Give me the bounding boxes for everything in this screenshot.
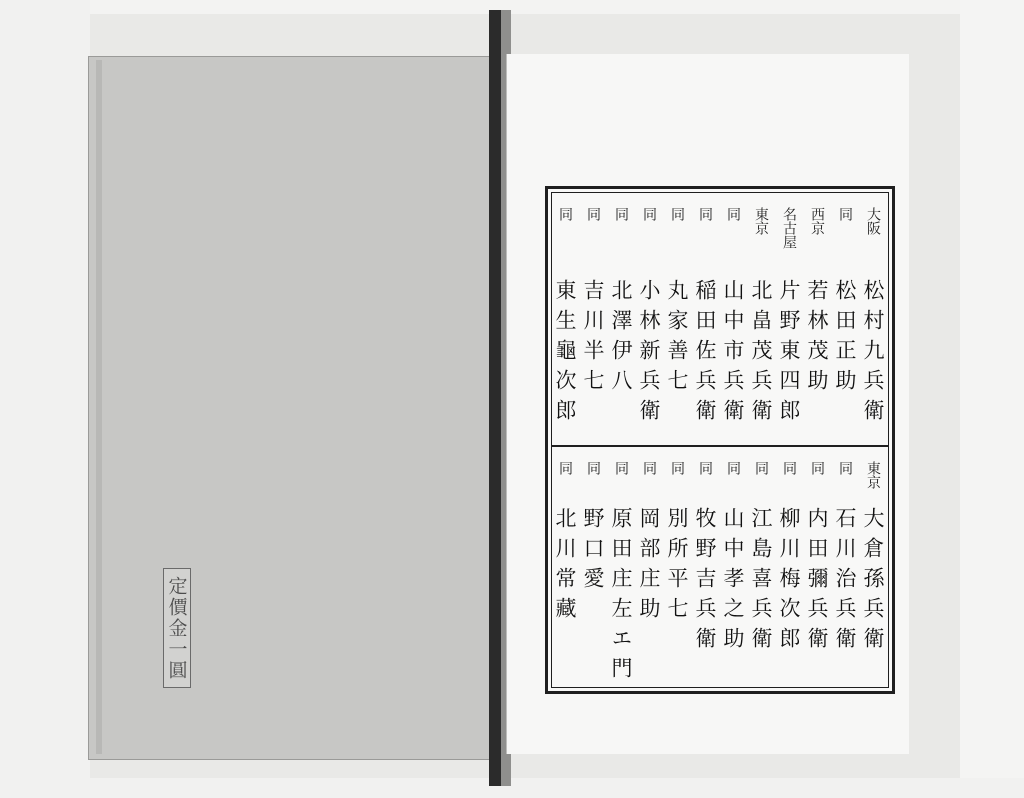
publisher-name: 別所平七	[665, 507, 689, 627]
left-page-edge	[96, 60, 102, 754]
publisher-name: 片野東四郎	[777, 279, 801, 429]
publisher-place: 同	[725, 207, 741, 221]
publisher-name: 吉川半七	[581, 279, 605, 399]
publisher-entry	[802, 193, 832, 443]
publisher-entry	[634, 447, 664, 687]
publisher-name: 松田正助	[833, 279, 857, 399]
publisher-place: 西京	[809, 207, 825, 235]
publisher-entry	[606, 447, 636, 687]
publishers-table	[545, 186, 895, 694]
table-inner-border	[551, 192, 889, 688]
scan-right-margin	[960, 0, 1024, 798]
publisher-place: 同	[837, 461, 853, 475]
publisher-name: 北澤伊八	[609, 279, 633, 399]
publisher-name: 稲田佐兵衛	[693, 279, 717, 429]
publisher-entry	[662, 447, 692, 687]
price-stamp	[163, 568, 191, 688]
publisher-entry	[774, 447, 804, 687]
publisher-name: 若林茂助	[805, 279, 829, 399]
publisher-entry	[830, 447, 860, 687]
publisher-name: 内田彌兵衛	[805, 507, 829, 657]
publisher-place: 同	[613, 461, 629, 475]
publisher-entry	[662, 193, 692, 443]
publisher-name: 岡部庄助	[637, 507, 661, 627]
publisher-name: 小林新兵衛	[637, 279, 661, 429]
publisher-place: 同	[557, 461, 573, 475]
publisher-place: 同	[809, 461, 825, 475]
bottom-row-entries	[552, 447, 888, 687]
publisher-place: 同	[669, 461, 685, 475]
publisher-name: 大倉孫兵衛	[861, 507, 885, 657]
publisher-name: 柳川梅次郎	[777, 507, 801, 657]
publisher-entry	[606, 193, 636, 443]
publisher-name: 山中孝之助	[721, 507, 745, 657]
scan-bottom-margin	[0, 778, 1024, 798]
top-row-entries	[552, 193, 888, 443]
publisher-entry	[550, 447, 580, 687]
publisher-place: 東京	[865, 461, 881, 489]
publisher-entry	[802, 447, 832, 687]
publisher-place: 同	[725, 461, 741, 475]
publisher-place: 同	[753, 461, 769, 475]
publisher-entry	[746, 447, 776, 687]
publisher-name: 北川常藏	[553, 507, 577, 627]
publisher-place: 大阪	[865, 207, 881, 235]
publisher-name: 東生龜次郎	[553, 279, 577, 429]
publisher-place: 同	[585, 207, 601, 221]
publisher-entry	[858, 447, 888, 687]
publisher-name: 北畠茂兵衛	[749, 279, 773, 429]
publisher-place: 東京	[753, 207, 769, 235]
publisher-entry	[858, 193, 888, 443]
publisher-entry	[774, 193, 804, 443]
publisher-name: 山中市兵衛	[721, 279, 745, 429]
publisher-entry	[690, 193, 720, 443]
publisher-name: 原田庄左エ門	[609, 507, 633, 687]
scan-left-margin	[0, 0, 90, 798]
publisher-place: 同	[585, 461, 601, 475]
publisher-place: 同	[613, 207, 629, 221]
publisher-name: 松村九兵衛	[861, 279, 885, 429]
publisher-place: 同	[837, 207, 853, 221]
price-stamp-text: 定價金一圓	[165, 575, 188, 681]
publisher-entry	[718, 193, 748, 443]
publisher-entry	[830, 193, 860, 443]
publisher-name: 牧野吉兵衛	[693, 507, 717, 657]
publisher-place: 同	[697, 461, 713, 475]
publisher-entry	[634, 193, 664, 443]
book-spine	[489, 10, 501, 786]
publisher-entry	[550, 193, 580, 443]
publisher-entry	[690, 447, 720, 687]
publisher-entry	[718, 447, 748, 687]
publisher-place: 同	[557, 207, 573, 221]
publisher-place: 同	[781, 461, 797, 475]
publisher-place: 名古屋	[781, 207, 797, 249]
publisher-entry	[578, 447, 608, 687]
publisher-name: 丸家善七	[665, 279, 689, 399]
left-page	[88, 56, 498, 760]
publisher-name: 江島喜兵衛	[749, 507, 773, 657]
publisher-entry	[746, 193, 776, 443]
publisher-place: 同	[669, 207, 685, 221]
publisher-place: 同	[697, 207, 713, 221]
scan-top-margin	[0, 0, 1024, 14]
publisher-entry	[578, 193, 608, 443]
publisher-place: 同	[641, 461, 657, 475]
publisher-place: 同	[641, 207, 657, 221]
publisher-name: 野口愛	[581, 507, 605, 597]
publisher-name: 石川治兵衛	[833, 507, 857, 657]
